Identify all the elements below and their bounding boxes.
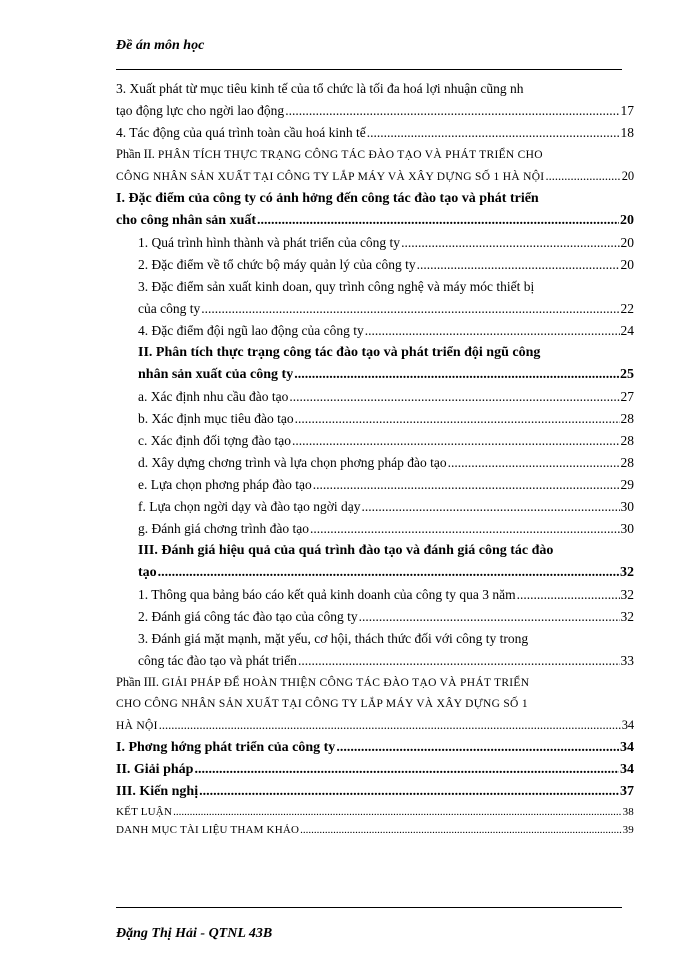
toc-entry-text: 1. Thông qua bảng báo cáo kết quả kinh doanh của công ty qua 3 năm	[138, 587, 516, 602]
page-number: 20	[620, 235, 634, 250]
dot-leader	[545, 166, 620, 187]
toc-entry-text: tạo động lực cho ngời lao động	[116, 103, 285, 118]
toc-entry-text: 3. Đánh giá mặt mạnh, mặt yếu, cơ hội, thách thức đối với công ty trong	[138, 631, 529, 646]
part-prefix: Phần III.	[116, 675, 162, 689]
toc-entry-text: 3. Đặc điểm sản xuất kinh doan, quy trình công nghệ và máy móc thiết bị	[138, 279, 535, 294]
table-of-contents	[116, 78, 634, 839]
dot-leader	[359, 606, 620, 628]
dot-leader	[159, 715, 621, 736]
page-number: 28	[620, 455, 634, 470]
dot-leader	[336, 737, 619, 759]
toc-entry-text: II. Phân tích thực trạng công tác đào tạo và phát triển đội ngũ công	[138, 345, 541, 360]
toc-entry[interactable]	[116, 821, 634, 839]
dot-leader	[199, 781, 619, 803]
page-number: 30	[620, 521, 634, 536]
page-number: 34	[620, 740, 634, 755]
toc-entry-section[interactable]	[116, 737, 634, 759]
dot-leader	[158, 562, 619, 584]
toc-entry[interactable]	[116, 452, 634, 474]
toc-entry-text: tạo	[138, 565, 157, 580]
dot-leader	[295, 408, 620, 430]
toc-entry-text: III. Kiến nghị	[116, 784, 199, 799]
toc-entry-part[interactable]	[116, 144, 634, 188]
dot-leader	[292, 430, 620, 452]
toc-entry-text: I. Đặc điểm của công ty có ảnh hởng đến công tác đào tạo và phát triển	[116, 191, 539, 206]
dot-leader	[294, 364, 619, 386]
header-rule	[116, 69, 622, 70]
toc-entry-text: GIẢI PHÁP ĐỂ HOÀN THIỆN CÔNG TÁC ĐÀO TẠO VÀ PHÁT TRIỂN	[161, 677, 530, 689]
dot-leader	[367, 122, 620, 144]
page-number: 39	[622, 824, 634, 836]
toc-entry-text: KẾT LUẬN	[116, 806, 173, 818]
page-number: 32	[620, 565, 634, 580]
footer-author: Đặng Thị Hải - QTNL 43B	[116, 926, 273, 941]
toc-entry-text: CÔNG NHÂN SẢN XUẤT TẠI CÔNG TY LẮP MÁY VÀ XÂY DỰNG SỐ 1 HÀ NỘI	[116, 171, 545, 183]
dot-leader	[298, 650, 620, 672]
toc-entry-text: c. Xác định đối tợng đào tạo	[138, 433, 291, 448]
page-number: 18	[620, 125, 634, 140]
footer-rule	[116, 907, 622, 908]
page-number: 32	[620, 609, 634, 624]
page-number: 20	[620, 257, 634, 272]
toc-entry[interactable]	[116, 803, 634, 821]
toc-entry[interactable]	[116, 496, 634, 518]
toc-entry-text: công tác đào tạo và phát triển	[138, 653, 297, 668]
toc-entry-section[interactable]	[116, 540, 634, 584]
dot-leader	[448, 452, 620, 474]
page-number: 27	[620, 389, 634, 404]
toc-entry-section[interactable]	[116, 342, 634, 386]
toc-entry-text: 2. Đặc điểm về tổ chức bộ máy quản lý của công ty	[138, 257, 416, 272]
dot-leader	[194, 759, 619, 781]
toc-entry-text: II. Giải pháp	[116, 762, 194, 777]
toc-entry[interactable]	[116, 276, 634, 320]
page-number: 34	[620, 762, 634, 777]
page-number: 28	[620, 433, 634, 448]
dot-leader	[313, 474, 620, 496]
toc-entry-text: cho công nhân sản xuất	[116, 213, 257, 228]
toc-entry-text: PHÂN TÍCH THỰC TRẠNG CÔNG TÁC ĐÀO TẠO VÀ PHÁT TRIỂN CHO	[157, 149, 543, 161]
page-number: 34	[621, 718, 634, 732]
page-number: 32	[620, 587, 634, 602]
toc-entry[interactable]	[116, 122, 634, 144]
toc-entry-text: III. Đánh giá hiệu quả của quá trình đào tạo và đánh giá công tác đào	[138, 543, 554, 558]
toc-entry-text: a. Xác định nhu cầu đào tạo	[138, 389, 289, 404]
page-number: 28	[620, 411, 634, 426]
dot-leader	[417, 254, 620, 276]
toc-entry-text: d. Xây dựng chơng trình và lựa chọn phơng pháp đào tạo	[138, 455, 447, 470]
page-number: 29	[620, 477, 634, 492]
page-number: 37	[620, 784, 634, 799]
toc-entry-text: 3. Xuất phát từ mục tiêu kinh tế của tổ chức là tối đa hoá lợi nhuận cũng nh	[116, 81, 524, 96]
toc-entry-text: nhân sản xuất của công ty	[138, 367, 294, 382]
toc-entry-text: 2. Đánh giá công tác đào tạo của công ty	[138, 609, 358, 624]
dot-leader	[362, 496, 620, 518]
toc-entry-section[interactable]	[116, 781, 634, 803]
dot-leader	[365, 320, 620, 342]
toc-entry-text: f. Lựa chọn ngời dạy và đào tạo ngời dạy	[138, 499, 361, 514]
dot-leader	[310, 518, 620, 540]
toc-entry-text: b. Xác định mục tiêu đào tạo	[138, 411, 294, 426]
toc-entry-text: 1. Quá trình hình thành và phát triển của công ty	[138, 235, 401, 250]
toc-entry-section[interactable]	[116, 188, 634, 232]
toc-entry[interactable]	[116, 606, 634, 628]
toc-entry[interactable]	[116, 518, 634, 540]
toc-entry[interactable]	[116, 320, 634, 342]
page-number: 38	[622, 806, 634, 818]
toc-entry-text: g. Đánh giá chơng trình đào tạo	[138, 521, 309, 536]
toc-entry-text: 4. Đặc điểm đội ngũ lao động của công ty	[138, 323, 364, 338]
toc-entry[interactable]	[116, 232, 634, 254]
toc-entry-text: DANH MỤC TÀI LIỆU THAM KHẢO	[116, 824, 300, 836]
toc-entry-text: 4. Tác động của quá trình toàn cầu hoá kinh tế	[116, 125, 366, 140]
toc-entry[interactable]	[116, 386, 634, 408]
dot-leader	[401, 232, 619, 254]
toc-entry-text: của công ty	[138, 301, 201, 316]
dot-leader	[201, 298, 619, 320]
toc-entry-text: I. Phơng hớng phát triển của công ty	[116, 740, 336, 755]
part-prefix: Phần II.	[116, 147, 158, 161]
header-title: Đề án môn học	[116, 38, 205, 53]
toc-entry-text: e. Lựa chọn phơng pháp đào tạo	[138, 477, 312, 492]
dot-leader	[257, 210, 619, 232]
toc-entry-text: HÀ NỘI	[116, 720, 158, 732]
page-number: 24	[620, 323, 634, 338]
dot-leader	[173, 803, 622, 821]
toc-entry-part[interactable]	[116, 672, 634, 737]
toc-entry[interactable]	[116, 628, 634, 672]
page-number: 22	[620, 301, 634, 316]
toc-entry[interactable]	[116, 584, 634, 606]
page-number: 20	[621, 169, 634, 183]
page-number: 25	[620, 367, 634, 382]
page-number: 30	[620, 499, 634, 514]
toc-entry[interactable]	[116, 254, 634, 276]
toc-entry[interactable]	[116, 408, 634, 430]
dot-leader	[300, 821, 621, 839]
page-number: 33	[620, 653, 634, 668]
toc-entry-section[interactable]	[116, 759, 634, 781]
page-number: 20	[620, 213, 634, 228]
toc-entry[interactable]	[116, 474, 634, 496]
toc-entry[interactable]	[116, 430, 634, 452]
page-number: 17	[620, 103, 634, 118]
dot-leader	[285, 100, 619, 122]
toc-entry[interactable]	[116, 78, 634, 122]
dot-leader	[289, 386, 619, 408]
dot-leader	[517, 584, 620, 606]
toc-entry-text: CHO CÔNG NHÂN SẢN XUẤT TẠI CÔNG TY LẮP MÁY VÀ XÂY DỰNG SỐ 1	[116, 698, 528, 710]
